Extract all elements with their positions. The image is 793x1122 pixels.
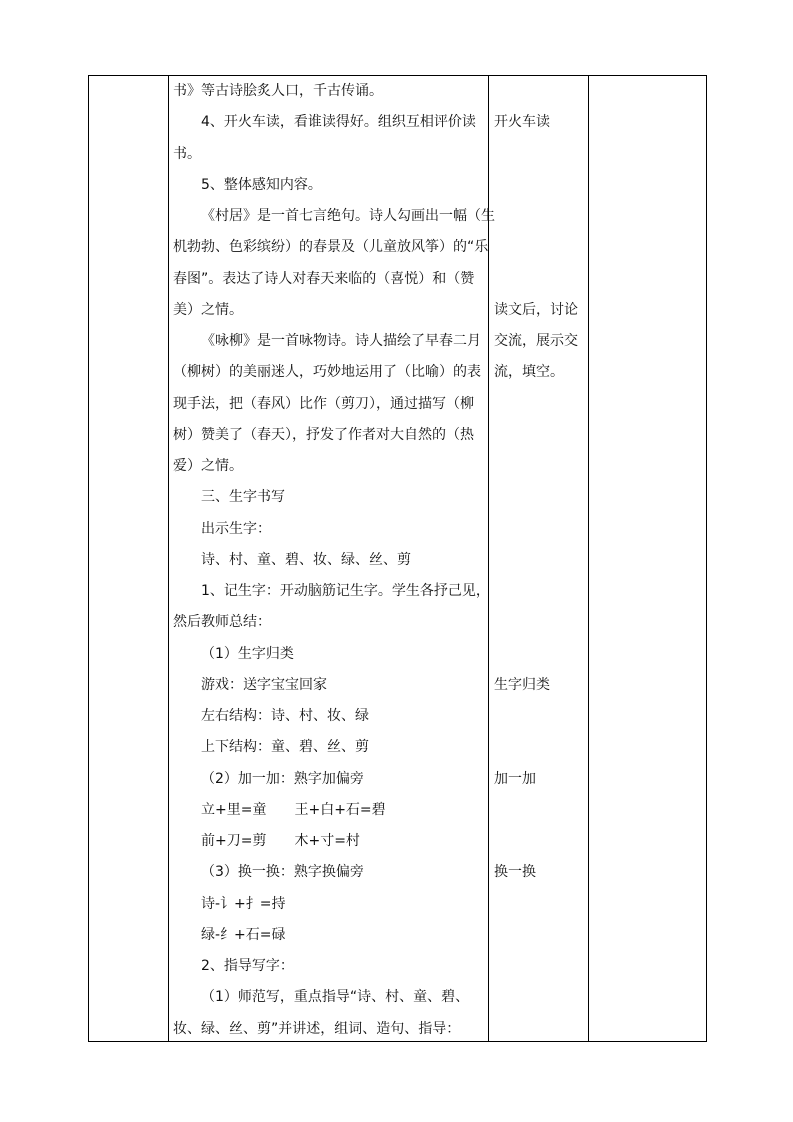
lesson-text-line: 1、记生字：开动脑筋记生字。学生各抒己见，: [201, 583, 490, 599]
lesson-text-line: （1）师范写，重点指导“诗、村、童、碧、: [201, 989, 470, 1006]
lesson-plan-table: [88, 75, 707, 1042]
activity-text-line: 交流，展示交: [494, 333, 578, 349]
column-divider: [588, 76, 589, 1041]
column-divider: [168, 76, 169, 1041]
lesson-text-line: 4、开火车读，看谁读得好。组织互相评价读: [201, 114, 476, 131]
lesson-text-line: 5、整体感知内容。: [201, 176, 322, 193]
lesson-text-line: 出示生字：: [201, 520, 271, 537]
lesson-text-line: 爱）之情。: [173, 458, 243, 474]
lesson-text-line: 现手法，把（春风）比作（剪刀），通过描写（柳: [173, 395, 474, 412]
lesson-text-line: 游戏：送字宝宝回家: [201, 676, 327, 693]
lesson-text-line: 诗、村、童、碧、妆、绿、丝、剪: [201, 551, 411, 568]
lesson-text-line: 三、生字书写: [201, 489, 285, 506]
lesson-text-line: 左右结构：诗、村、妆、绿: [201, 708, 369, 724]
lesson-text-line: （3）换一换：熟字换偏旁: [201, 864, 364, 881]
activity-text-line: 换一换: [494, 864, 536, 881]
activity-text-line: 流，填空。: [494, 364, 564, 381]
lesson-text-line: 诗-讠+扌=持: [201, 895, 286, 912]
lesson-text-line: （2）加一加：熟字加偏旁: [201, 770, 364, 787]
activity-text-line: 开火车读: [494, 114, 550, 131]
lesson-text-line: 《村居》是一首七言绝句。诗人勾画出一幅（生: [201, 208, 495, 224]
lesson-text-line: 《咏柳》是一首咏物诗。诗人描绘了早春二月: [201, 333, 481, 349]
lesson-text-line: 2、指导写字：: [201, 958, 294, 974]
lesson-text-line: 然后教师总结：: [173, 614, 271, 631]
lesson-text-line: 绿-纟+石=碌: [201, 926, 286, 943]
lesson-text-line: 美）之情。: [173, 301, 243, 318]
activity-text-line: 生字归类: [494, 676, 550, 693]
lesson-text-line: 书》等古诗脍炙人口，千古传诵。: [173, 83, 383, 99]
activity-text-line: 读文后，讨论: [494, 301, 578, 318]
lesson-text-line: 上下结构：童、碧、丝、剪: [201, 739, 369, 756]
activity-text-line: 加一加: [494, 770, 536, 787]
lesson-text-line: 机勃勃、色彩缤纷）的春景及（儿童放风筝）的“乐: [173, 239, 489, 256]
lesson-text-line: 妆、绿、丝、剪”并讲述，组词、造句、指导：: [173, 1020, 461, 1037]
lesson-text-line: 春图”。表达了诗人对春天来临的（喜悦）和（赞: [173, 270, 475, 287]
lesson-text-line: 立+里=童 王+白+石=碧: [201, 801, 386, 818]
lesson-text-line: 树）赞美了（春天），抒发了作者对大自然的（热: [173, 426, 474, 443]
lesson-text-line: 前+刀=剪 木+寸=村: [201, 833, 360, 849]
lesson-text-line: （柳树）的美丽迷人，巧妙地运用了（比喻）的表: [173, 364, 481, 381]
lesson-text-line: （1）生字归类: [201, 645, 294, 662]
lesson-text-line: 书。: [173, 145, 201, 162]
